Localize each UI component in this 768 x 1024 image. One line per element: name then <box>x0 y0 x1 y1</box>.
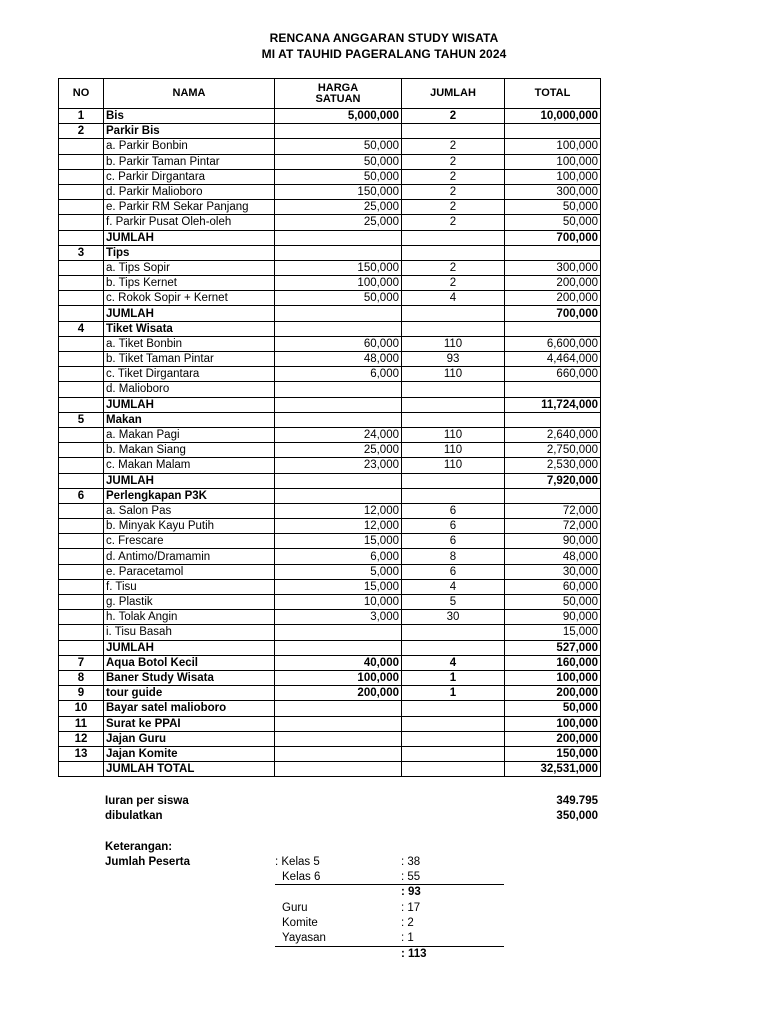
row-jumlah: 2 <box>402 215 505 230</box>
row-no: 7 <box>59 655 104 670</box>
row-harga-satuan: 50,000 <box>275 154 402 169</box>
row-nama: f. Parkir Pusat Oleh-oleh <box>104 215 275 230</box>
row-total: 72,000 <box>505 519 601 534</box>
table-row <box>59 397 601 412</box>
row-total: 50,000 <box>505 595 601 610</box>
row-jumlah: 110 <box>402 336 505 351</box>
row-no <box>59 397 104 412</box>
row-total: 2,640,000 <box>505 427 601 442</box>
row-jumlah <box>402 731 505 746</box>
row-nama: Perlengkapan P3K <box>104 488 275 503</box>
row-jumlah: 2 <box>402 139 505 154</box>
row-harga-satuan <box>275 731 402 746</box>
row-jumlah: 110 <box>402 427 505 442</box>
table-row <box>59 412 601 427</box>
row-jumlah <box>402 412 505 427</box>
row-nama: c. Rokok Sopir + Kernet <box>104 291 275 306</box>
row-jumlah: 2 <box>402 200 505 215</box>
table-row <box>59 625 601 640</box>
table-row <box>59 564 601 579</box>
row-harga-satuan: 10,000 <box>275 595 402 610</box>
table-header-row <box>59 79 601 109</box>
row-no <box>59 367 104 382</box>
row-jumlah: 6 <box>402 564 505 579</box>
budget-table <box>58 78 601 777</box>
row-harga-satuan: 200,000 <box>275 686 402 701</box>
row-harga-satuan: 15,000 <box>275 534 402 549</box>
row-total: 100,000 <box>505 169 601 184</box>
row-nama: f. Tisu <box>104 579 275 594</box>
row-jumlah: 2 <box>402 109 505 124</box>
row-nama: b. Minyak Kayu Putih <box>104 519 275 534</box>
row-jumlah: 30 <box>402 610 505 625</box>
table-row <box>59 184 601 199</box>
row-harga-satuan: 25,000 <box>275 200 402 215</box>
row-harga-satuan: 6,000 <box>275 549 402 564</box>
table-row <box>59 154 601 169</box>
row-harga-satuan: 25,000 <box>275 443 402 458</box>
row-total: 527,000 <box>505 640 601 655</box>
row-nama: Makan <box>104 412 275 427</box>
peserta-total: : 113 <box>401 948 427 960</box>
row-harga-satuan: 50,000 <box>275 291 402 306</box>
table-row <box>59 230 601 245</box>
row-total <box>505 412 601 427</box>
table-row <box>59 260 601 275</box>
row-jumlah: 1 <box>402 686 505 701</box>
row-nama: JUMLAH <box>104 230 275 245</box>
row-jumlah: 8 <box>402 549 505 564</box>
row-nama: Jajan Guru <box>104 731 275 746</box>
row-total: 300,000 <box>505 260 601 275</box>
row-no: 11 <box>59 716 104 731</box>
row-nama: c. Parkir Dirgantara <box>104 169 275 184</box>
row-harga-satuan <box>275 640 402 655</box>
row-total: 15,000 <box>505 625 601 640</box>
row-no <box>59 139 104 154</box>
row-total: 100,000 <box>505 716 601 731</box>
row-harga-satuan: 23,000 <box>275 458 402 473</box>
row-total: 2,530,000 <box>505 458 601 473</box>
row-total: 50,000 <box>505 701 601 716</box>
table-row <box>59 579 601 594</box>
row-total: 11,724,000 <box>505 397 601 412</box>
row-no <box>59 503 104 518</box>
row-no <box>59 762 104 777</box>
row-harga-satuan: 25,000 <box>275 215 402 230</box>
row-harga-satuan: 12,000 <box>275 519 402 534</box>
row-nama: JUMLAH TOTAL <box>104 762 275 777</box>
row-total <box>505 124 601 139</box>
row-harga-satuan: 100,000 <box>275 670 402 685</box>
row-no <box>59 519 104 534</box>
row-nama: e. Paracetamol <box>104 564 275 579</box>
row-total <box>505 488 601 503</box>
row-nama: a. Parkir Bonbin <box>104 139 275 154</box>
row-no <box>59 336 104 351</box>
row-harga-satuan: 150,000 <box>275 260 402 275</box>
table-row <box>59 762 601 777</box>
row-nama: Bayar satel malioboro <box>104 701 275 716</box>
row-nama: d. Antimo/Dramamin <box>104 549 275 564</box>
row-harga-satuan: 48,000 <box>275 352 402 367</box>
table-row <box>59 382 601 397</box>
row-jumlah: 110 <box>402 443 505 458</box>
table-row <box>59 276 601 291</box>
row-harga-satuan <box>275 397 402 412</box>
row-harga-satuan <box>275 716 402 731</box>
row-no <box>59 260 104 275</box>
row-nama: c. Tiket Dirgantara <box>104 367 275 382</box>
row-jumlah <box>402 762 505 777</box>
row-total: 2,750,000 <box>505 443 601 458</box>
row-no: 3 <box>59 245 104 260</box>
kelas6-label: Kelas 6 <box>282 871 321 883</box>
row-jumlah <box>402 321 505 336</box>
row-nama: g. Plastik <box>104 595 275 610</box>
row-jumlah <box>402 701 505 716</box>
jumlah-peserta-label: Jumlah Peserta <box>105 856 191 868</box>
row-jumlah <box>402 473 505 488</box>
row-no <box>59 564 104 579</box>
row-total <box>505 245 601 260</box>
iuran-value: 349.795 <box>556 795 598 807</box>
row-harga-satuan <box>275 124 402 139</box>
table-row <box>59 534 601 549</box>
row-harga-satuan <box>275 245 402 260</box>
komite-value: : 2 <box>401 917 414 929</box>
row-harga-satuan: 12,000 <box>275 503 402 518</box>
header-harga-line2: SATUAN <box>315 92 361 105</box>
row-no <box>59 549 104 564</box>
row-no: 6 <box>59 488 104 503</box>
table-row <box>59 245 601 260</box>
row-nama: JUMLAH <box>104 306 275 321</box>
row-nama: e. Parkir RM Sekar Panjang <box>104 200 275 215</box>
row-no <box>59 534 104 549</box>
siswa-subtotal: : 93 <box>401 886 421 898</box>
row-no: 4 <box>59 321 104 336</box>
row-nama: b. Makan Siang <box>104 443 275 458</box>
table-row <box>59 549 601 564</box>
row-nama: a. Salon Pas <box>104 503 275 518</box>
table-row <box>59 746 601 761</box>
row-jumlah <box>402 746 505 761</box>
row-jumlah <box>402 245 505 260</box>
row-no <box>59 625 104 640</box>
document-title: RENCANA ANGGARAN STUDY WISATA <box>269 31 499 45</box>
row-harga-satuan: 150,000 <box>275 184 402 199</box>
header-nama: NAMA <box>104 79 275 109</box>
row-harga-satuan <box>275 488 402 503</box>
row-harga-satuan: 50,000 <box>275 139 402 154</box>
row-total <box>505 382 601 397</box>
row-no <box>59 473 104 488</box>
table-row <box>59 124 601 139</box>
row-total: 4,464,000 <box>505 352 601 367</box>
guru-label: Guru <box>282 902 308 914</box>
iuran-label: Iuran per siswa <box>105 795 189 807</box>
row-no <box>59 154 104 169</box>
row-jumlah <box>402 397 505 412</box>
kelas5-label: : Kelas 5 <box>275 856 320 868</box>
row-total: 72,000 <box>505 503 601 518</box>
row-jumlah <box>402 382 505 397</box>
row-total: 6,600,000 <box>505 336 601 351</box>
row-harga-satuan <box>275 473 402 488</box>
row-nama: d. Parkir Malioboro <box>104 184 275 199</box>
row-total: 50,000 <box>505 215 601 230</box>
table-row <box>59 503 601 518</box>
row-total: 100,000 <box>505 139 601 154</box>
table-row <box>59 306 601 321</box>
row-jumlah: 93 <box>402 352 505 367</box>
komite-label: Komite <box>282 917 318 929</box>
row-harga-satuan: 24,000 <box>275 427 402 442</box>
table-row <box>59 686 601 701</box>
row-harga-satuan <box>275 625 402 640</box>
row-nama: JUMLAH <box>104 397 275 412</box>
table-row <box>59 291 601 306</box>
row-harga-satuan: 40,000 <box>275 655 402 670</box>
row-no <box>59 595 104 610</box>
row-harga-satuan: 6,000 <box>275 367 402 382</box>
table-row <box>59 519 601 534</box>
row-nama: b. Tiket Taman Pintar <box>104 352 275 367</box>
row-jumlah <box>402 124 505 139</box>
subtotal-divider <box>275 884 504 885</box>
yayasan-label: Yayasan <box>282 932 326 944</box>
row-no: 9 <box>59 686 104 701</box>
row-no <box>59 169 104 184</box>
table-row <box>59 595 601 610</box>
row-jumlah: 2 <box>402 154 505 169</box>
row-no <box>59 382 104 397</box>
row-no <box>59 215 104 230</box>
row-no <box>59 291 104 306</box>
row-harga-satuan <box>275 412 402 427</box>
row-no <box>59 230 104 245</box>
yayasan-value: : 1 <box>401 932 414 944</box>
row-harga-satuan <box>275 746 402 761</box>
row-jumlah: 6 <box>402 534 505 549</box>
row-nama: Baner Study Wisata <box>104 670 275 685</box>
row-harga-satuan: 5,000,000 <box>275 109 402 124</box>
row-harga-satuan <box>275 321 402 336</box>
table-row <box>59 427 601 442</box>
row-no: 1 <box>59 109 104 124</box>
row-harga-satuan: 60,000 <box>275 336 402 351</box>
row-total: 150,000 <box>505 746 601 761</box>
row-no <box>59 427 104 442</box>
row-no <box>59 640 104 655</box>
row-nama: d. Malioboro <box>104 382 275 397</box>
row-total: 10,000,000 <box>505 109 601 124</box>
row-nama: tour guide <box>104 686 275 701</box>
row-jumlah: 2 <box>402 184 505 199</box>
row-total: 50,000 <box>505 200 601 215</box>
table-row <box>59 488 601 503</box>
row-no <box>59 458 104 473</box>
row-jumlah: 110 <box>402 367 505 382</box>
row-jumlah: 2 <box>402 276 505 291</box>
row-total: 90,000 <box>505 534 601 549</box>
row-harga-satuan <box>275 762 402 777</box>
table-body <box>59 109 601 777</box>
row-nama: Tiket Wisata <box>104 321 275 336</box>
row-nama: Tips <box>104 245 275 260</box>
row-jumlah <box>402 640 505 655</box>
table-row <box>59 458 601 473</box>
row-total: 300,000 <box>505 184 601 199</box>
row-nama: a. Makan Pagi <box>104 427 275 442</box>
header-no: NO <box>59 79 104 109</box>
table-row <box>59 367 601 382</box>
table-row <box>59 321 601 336</box>
row-total: 100,000 <box>505 154 601 169</box>
row-total: 48,000 <box>505 549 601 564</box>
row-jumlah <box>402 488 505 503</box>
row-no <box>59 184 104 199</box>
row-no <box>59 610 104 625</box>
row-harga-satuan: 50,000 <box>275 169 402 184</box>
dibulatkan-label: dibulatkan <box>105 810 163 822</box>
kelas6-value: : 55 <box>401 871 421 883</box>
header-jumlah: JUMLAH <box>402 79 505 109</box>
row-jumlah <box>402 716 505 731</box>
row-jumlah <box>402 230 505 245</box>
row-total: 200,000 <box>505 686 601 701</box>
row-total: 200,000 <box>505 291 601 306</box>
row-jumlah: 6 <box>402 519 505 534</box>
row-jumlah <box>402 306 505 321</box>
row-total: 30,000 <box>505 564 601 579</box>
row-nama: i. Tisu Basah <box>104 625 275 640</box>
row-no: 2 <box>59 124 104 139</box>
row-nama: c. Frescare <box>104 534 275 549</box>
row-total: 660,000 <box>505 367 601 382</box>
row-jumlah: 110 <box>402 458 505 473</box>
row-jumlah: 5 <box>402 595 505 610</box>
table-row <box>59 716 601 731</box>
row-nama: a. Tiket Bonbin <box>104 336 275 351</box>
row-total: 700,000 <box>505 230 601 245</box>
row-jumlah: 6 <box>402 503 505 518</box>
table-row <box>59 670 601 685</box>
row-no <box>59 276 104 291</box>
row-nama: a. Tips Sopir <box>104 260 275 275</box>
keterangan-heading: Keterangan: <box>105 841 173 853</box>
row-total: 160,000 <box>505 655 601 670</box>
table-row <box>59 610 601 625</box>
row-total: 32,531,000 <box>505 762 601 777</box>
row-jumlah: 4 <box>402 579 505 594</box>
document-subtitle: MI AT TAUHID PAGERALANG TAHUN 2024 <box>261 47 507 61</box>
row-nama: h. Tolak Angin <box>104 610 275 625</box>
row-harga-satuan: 100,000 <box>275 276 402 291</box>
row-total <box>505 321 601 336</box>
table-row <box>59 352 601 367</box>
row-nama: c. Makan Malam <box>104 458 275 473</box>
row-no <box>59 352 104 367</box>
row-no: 8 <box>59 670 104 685</box>
guru-value: : 17 <box>401 902 421 914</box>
row-nama: Jajan Komite <box>104 746 275 761</box>
table-row <box>59 473 601 488</box>
header-harga-satuan <box>275 79 402 109</box>
row-total: 7,920,000 <box>505 473 601 488</box>
row-jumlah <box>402 625 505 640</box>
row-harga-satuan <box>275 306 402 321</box>
table-row <box>59 731 601 746</box>
row-harga-satuan: 15,000 <box>275 579 402 594</box>
row-total: 100,000 <box>505 670 601 685</box>
row-nama: Parkir Bis <box>104 124 275 139</box>
table-row <box>59 701 601 716</box>
row-nama: b. Parkir Taman Pintar <box>104 154 275 169</box>
table-row <box>59 109 601 124</box>
row-harga-satuan: 3,000 <box>275 610 402 625</box>
kelas5-value: : 38 <box>401 856 421 868</box>
row-harga-satuan <box>275 382 402 397</box>
row-nama: b. Tips Kernet <box>104 276 275 291</box>
table-row <box>59 336 601 351</box>
row-total: 200,000 <box>505 276 601 291</box>
total-divider <box>275 946 504 947</box>
row-jumlah: 4 <box>402 655 505 670</box>
header-harga-line1: HARGA <box>317 81 359 94</box>
row-total: 200,000 <box>505 731 601 746</box>
header-total: TOTAL <box>505 79 601 109</box>
table-row <box>59 200 601 215</box>
table-row <box>59 215 601 230</box>
table-row <box>59 640 601 655</box>
table-row <box>59 655 601 670</box>
row-nama: JUMLAH <box>104 640 275 655</box>
row-no: 13 <box>59 746 104 761</box>
row-total: 700,000 <box>505 306 601 321</box>
row-harga-satuan: 5,000 <box>275 564 402 579</box>
row-no <box>59 443 104 458</box>
table-row <box>59 443 601 458</box>
row-no: 5 <box>59 412 104 427</box>
row-nama: Surat ke PPAI <box>104 716 275 731</box>
row-total: 60,000 <box>505 579 601 594</box>
row-nama: Aqua Botol Kecil <box>104 655 275 670</box>
row-jumlah: 2 <box>402 260 505 275</box>
dibulatkan-value: 350,000 <box>556 810 598 822</box>
row-total: 90,000 <box>505 610 601 625</box>
row-no <box>59 200 104 215</box>
row-no: 12 <box>59 731 104 746</box>
row-harga-satuan <box>275 230 402 245</box>
row-harga-satuan <box>275 701 402 716</box>
row-no: 10 <box>59 701 104 716</box>
row-jumlah: 1 <box>402 670 505 685</box>
row-no <box>59 306 104 321</box>
table-row <box>59 139 601 154</box>
table-row <box>59 169 601 184</box>
row-jumlah: 4 <box>402 291 505 306</box>
row-nama: JUMLAH <box>104 473 275 488</box>
row-jumlah: 2 <box>402 169 505 184</box>
row-nama: Bis <box>104 109 275 124</box>
row-no <box>59 579 104 594</box>
